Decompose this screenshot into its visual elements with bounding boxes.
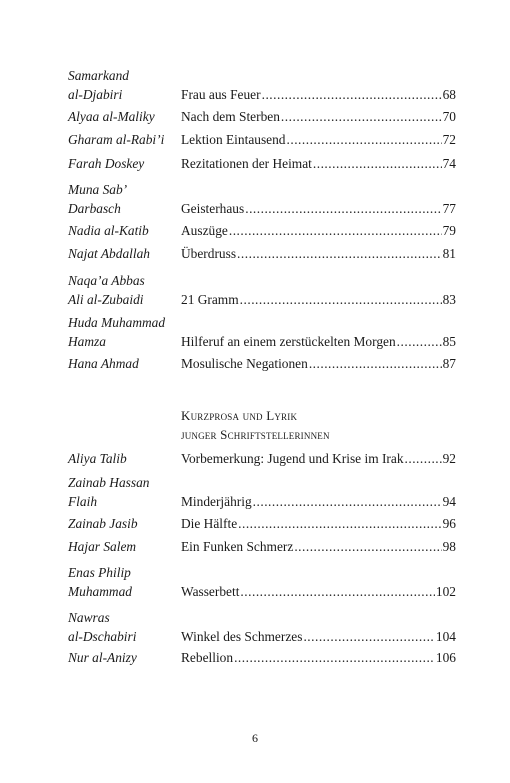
toc-author-line: Hajar Salem <box>68 539 137 554</box>
toc-title: Minderjährig <box>181 494 252 509</box>
toc-title-line <box>181 107 456 126</box>
toc-author <box>68 449 176 468</box>
toc-title: Rezitationen der Heimat <box>181 156 312 171</box>
toc-leader-dots <box>303 627 434 646</box>
toc-title: Ein Funken Schmerz <box>181 539 294 554</box>
toc-author-line: Aliya Talib <box>68 451 127 466</box>
toc-leader-dots <box>294 537 441 556</box>
toc-title-line <box>181 221 456 240</box>
toc-author-line: Hana Ahmad <box>68 356 139 371</box>
toc-title-line <box>181 332 456 351</box>
toc-author-line: Naqa’a Abbas <box>68 273 145 288</box>
toc-title-line <box>181 514 456 533</box>
toc-author-line: Zainab Hassan <box>68 475 150 490</box>
toc-leader-dots <box>262 85 442 104</box>
toc-leader-dots <box>253 492 442 511</box>
toc-author-line: Nadia al-Katib <box>68 223 149 238</box>
toc-author <box>68 563 176 601</box>
toc-title: Rebellion <box>181 650 234 665</box>
toc-leader-dots <box>309 354 442 373</box>
toc-author <box>68 107 176 126</box>
toc-author <box>68 514 176 533</box>
page-number: 6 <box>252 731 258 745</box>
toc-title: Geisterhaus <box>181 201 245 216</box>
toc-leader-dots <box>240 582 434 601</box>
toc-page-number: 74 <box>442 156 456 171</box>
toc-author <box>68 648 176 667</box>
toc-author-line: Najat Abdallah <box>68 246 150 261</box>
toc-leader-dots <box>238 514 441 533</box>
toc-title-line <box>181 199 456 218</box>
toc-author-line: Nawras <box>68 610 110 625</box>
toc-title-line <box>181 290 456 309</box>
toc-leader-dots <box>405 449 442 468</box>
toc-author-line: Enas Philip <box>68 565 131 580</box>
toc-author-line: Samarkand <box>68 68 129 83</box>
toc-author-line: Flaih <box>68 494 98 509</box>
toc-page-number: 102 <box>435 584 456 599</box>
toc-leader-dots <box>240 290 442 309</box>
toc-author-line: Gharam al-Rabi’i <box>68 132 165 147</box>
toc-title: Lektion Eintausend <box>181 132 286 147</box>
toc-author <box>68 354 176 373</box>
toc-title: Überdruss <box>181 246 237 261</box>
toc-title-line <box>181 154 456 173</box>
toc-author <box>68 537 176 556</box>
toc-title-line <box>181 130 456 149</box>
toc-title-line <box>181 648 456 667</box>
toc-leader-dots <box>281 107 442 126</box>
toc-title-line <box>181 582 456 601</box>
toc-page-number: 70 <box>442 109 456 124</box>
toc-page-number: 68 <box>442 87 456 102</box>
toc-page-number: 87 <box>442 356 456 371</box>
toc-page-number: 98 <box>442 539 456 554</box>
toc-page-number: 104 <box>435 629 456 644</box>
toc-author <box>68 66 176 104</box>
toc-page-number: 92 <box>442 451 456 466</box>
toc-title-line <box>181 85 456 104</box>
toc-title: Die Hälfte <box>181 516 238 531</box>
toc-title-line <box>181 244 456 263</box>
toc-title: Winkel des Schmerzes <box>181 629 303 644</box>
toc-title: Nach dem Sterben <box>181 109 280 124</box>
toc-author-line: Muhammad <box>68 584 132 599</box>
toc-author <box>68 130 176 149</box>
toc-title-line <box>181 537 456 556</box>
toc-page-number: 81 <box>442 246 456 261</box>
toc-title-line <box>181 449 456 468</box>
toc-title: Vorbemerkung: Jugend und Krise im Irak <box>181 451 404 466</box>
toc-author-line: Nur al-Anizy <box>68 650 137 665</box>
toc-author-line: Muna Sab’ <box>68 182 128 197</box>
toc-page-number: 96 <box>442 516 456 531</box>
toc-page-number: 72 <box>442 132 456 147</box>
toc-author <box>68 244 176 263</box>
toc-author-line: Darbasch <box>68 201 121 216</box>
toc-page-number: 77 <box>442 201 456 216</box>
toc-author <box>68 180 176 218</box>
toc-author-line: Zainab Jasib <box>68 516 138 531</box>
toc-leader-dots <box>234 648 435 667</box>
section-heading <box>181 406 461 444</box>
toc-leader-dots <box>229 221 442 240</box>
toc-author-line: Ali al-Zubaidi <box>68 292 144 307</box>
toc-page-number: 94 <box>442 494 456 509</box>
toc-title-line <box>181 354 456 373</box>
toc-title-line <box>181 627 456 646</box>
toc-page-number: 85 <box>442 334 456 349</box>
toc-author-line: al-Djabiri <box>68 87 123 102</box>
toc-title: Frau aus Feuer <box>181 87 261 102</box>
toc-title-line <box>181 492 456 511</box>
section-heading-line-1: Kurzprosa und Lyrik <box>181 408 298 423</box>
toc-leader-dots <box>237 244 442 263</box>
toc-author-line: Farah Doskey <box>68 156 145 171</box>
section-heading-line-2: junger Schriftstellerinnen <box>181 427 330 442</box>
toc-author-line: Hamza <box>68 334 106 349</box>
toc-author <box>68 221 176 240</box>
toc-title: Wasserbett <box>181 584 240 599</box>
toc-author-line: Alyaa al-Maliky <box>68 109 155 124</box>
toc-leader-dots <box>397 332 442 351</box>
toc-title: Mosulische Negationen <box>181 356 308 371</box>
toc-author-line: Huda Muhammad <box>68 315 166 330</box>
toc-leader-dots <box>245 199 441 218</box>
toc-page-number: 79 <box>442 223 456 238</box>
toc-author <box>68 271 176 309</box>
toc-author <box>68 313 176 351</box>
toc-author <box>68 154 176 173</box>
toc-leader-dots <box>287 130 442 149</box>
toc-page-number: 106 <box>435 650 456 665</box>
toc-title: Hilferuf an einem zerstückelten Morgen <box>181 334 396 349</box>
toc-author-line: al-Dschabiri <box>68 629 137 644</box>
toc-title: 21 Gramm <box>181 292 239 307</box>
toc-page-number: 83 <box>442 292 456 307</box>
toc-author <box>68 473 176 511</box>
toc-author <box>68 608 176 646</box>
toc-title: Auszüge <box>181 223 228 238</box>
toc-leader-dots <box>313 154 442 173</box>
